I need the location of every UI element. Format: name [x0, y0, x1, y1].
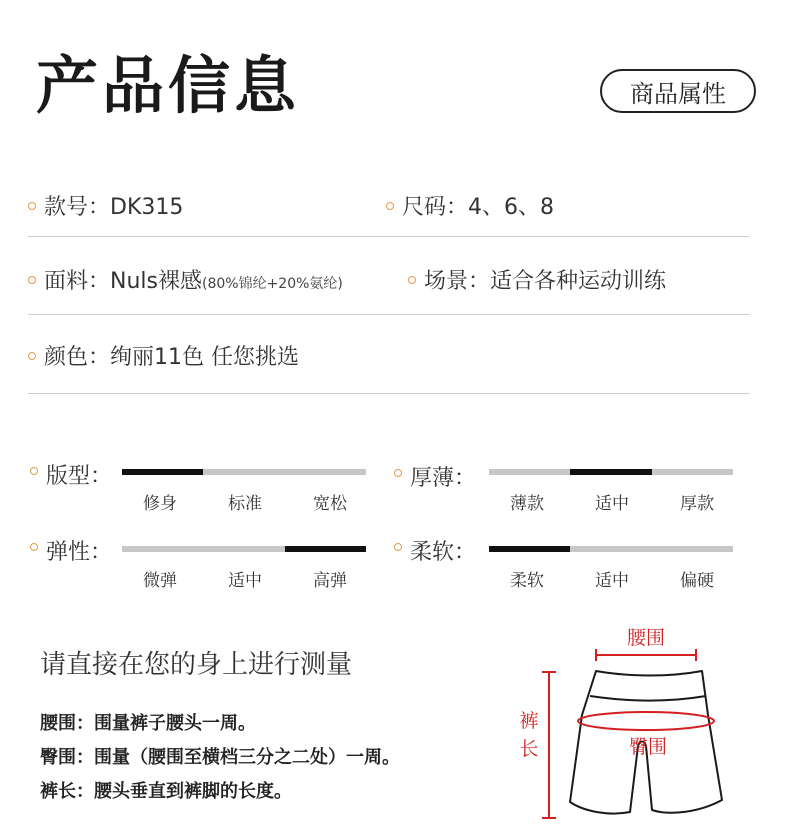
bullet-icon — [30, 467, 38, 475]
rating-softness-option-1: 柔软 — [510, 571, 544, 591]
rating-thickness-option-1: 薄款 — [510, 494, 544, 514]
divider — [28, 393, 750, 394]
rating-thickness-track — [489, 469, 733, 475]
fabric-detail-text: (80%锦纶+20%氨纶) — [201, 276, 343, 292]
page-title: 产品信息 — [36, 49, 301, 122]
length-term: 裤长： — [40, 781, 94, 802]
rating-elasticity-option-3: 高弹 — [313, 571, 347, 591]
bullet-icon — [28, 352, 36, 360]
fabric-text: 面料：Nuls裸感 — [44, 269, 202, 294]
waist-term: 腰围： — [40, 713, 94, 734]
rating-fit-option-2: 标准 — [228, 494, 262, 514]
product-attributes-button[interactable]: 商品属性 — [600, 69, 756, 113]
length-label-1: 裤 — [519, 710, 539, 732]
rating-softness-option-2: 适中 — [595, 571, 629, 591]
hip-desc: 围量（腰围至横档三分之二处）一周。 — [94, 747, 400, 768]
divider — [28, 314, 750, 315]
hip-label: 臀围 — [628, 736, 668, 758]
rating-elasticity-option-2: 适中 — [228, 571, 262, 591]
spec-scene — [408, 264, 666, 295]
measure-length — [40, 777, 292, 803]
rating-fit-option-1: 修身 — [143, 494, 177, 514]
rating-softness-fill — [489, 546, 570, 552]
bullet-icon — [28, 202, 36, 210]
waist-label: 腰围 — [626, 627, 666, 649]
rating-elasticity-track — [122, 546, 366, 552]
measure-title: 请直接在您的身上进行测量 — [40, 650, 353, 680]
rating-elasticity-option-1: 微弹 — [143, 571, 177, 591]
measure-hip — [40, 743, 400, 769]
shorts-measure-diagram — [510, 620, 750, 830]
rating-thickness-fill — [570, 469, 651, 475]
rating-elasticity-label: 弹性： — [30, 535, 112, 566]
bullet-icon — [28, 276, 36, 284]
rating-fit-fill — [122, 469, 203, 475]
rating-elasticity-fill — [285, 546, 366, 552]
rating-softness-label: 柔软： — [394, 535, 476, 566]
measure-waist — [40, 709, 256, 735]
divider — [28, 236, 750, 237]
length-desc: 腰头垂直到裤脚的长度。 — [94, 781, 292, 802]
style-no-text: 款号：DK315 — [44, 195, 184, 220]
hip-term: 臀围： — [40, 747, 94, 768]
scene-text: 场景：适合各种运动训练 — [424, 269, 667, 294]
sizes-text: 尺码：4、6、8 — [402, 195, 554, 220]
bullet-icon — [408, 276, 416, 284]
spec-color — [28, 340, 299, 371]
rating-softness-option-3: 偏硬 — [680, 571, 714, 591]
color-text: 颜色：绚丽11色 任您挑选 — [44, 345, 299, 370]
rating-softness-track — [489, 546, 733, 552]
rating-thickness-option-2: 适中 — [595, 494, 629, 514]
bullet-icon — [394, 469, 402, 477]
waist-desc: 围量裤子腰头一周。 — [94, 713, 256, 734]
rating-fit-track — [122, 469, 366, 475]
rating-fit-label: 版型： — [30, 459, 112, 490]
spec-style-no — [28, 190, 183, 221]
bullet-icon — [30, 543, 38, 551]
length-label-2: 长 — [519, 738, 539, 760]
rating-fit-option-3: 宽松 — [313, 494, 347, 514]
spec-fabric — [28, 264, 343, 295]
spec-sizes — [386, 190, 554, 221]
bullet-icon — [394, 543, 402, 551]
rating-thickness-label: 厚薄： — [394, 461, 476, 492]
bullet-icon — [386, 202, 394, 210]
rating-thickness-option-3: 厚款 — [680, 494, 714, 514]
